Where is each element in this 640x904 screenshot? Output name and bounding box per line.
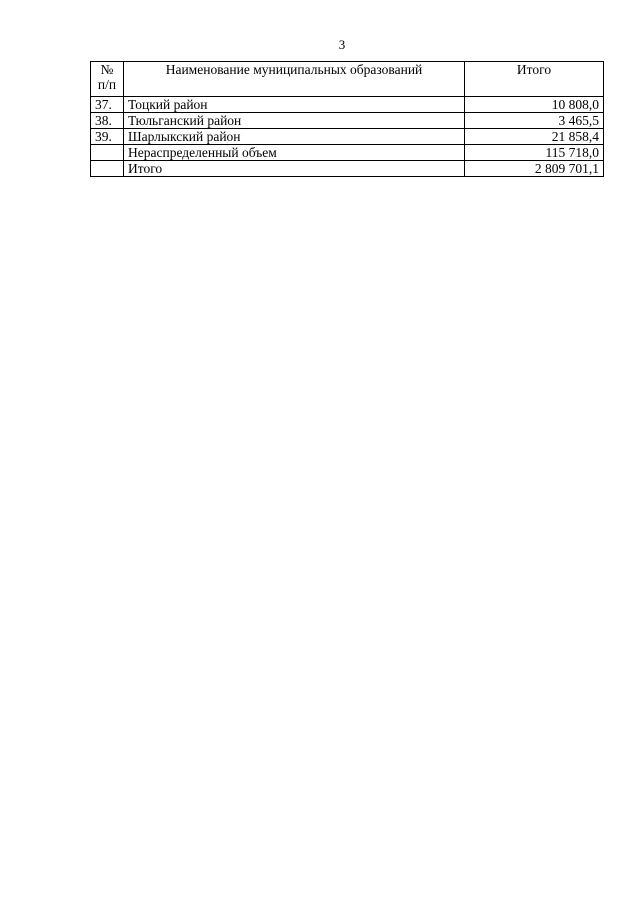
row-number — [91, 145, 124, 161]
row-number: 37. — [91, 97, 124, 113]
header-municipality-name: Наименование муниципальных образований — [124, 62, 465, 97]
row-total: 10 808,0 — [465, 97, 604, 113]
row-number: 39. — [91, 129, 124, 145]
table-row — [91, 113, 604, 129]
unallocated-row — [91, 145, 604, 161]
grand-total-row — [91, 161, 604, 177]
table-row — [91, 129, 604, 145]
grand-total-value: 2 809 701,1 — [465, 161, 604, 177]
header-number-abbrev: п/п — [97, 77, 117, 92]
grand-total-label: Итого — [124, 161, 465, 177]
row-municipality: Тоцкий район — [124, 97, 465, 113]
row-municipality: Шарлыкский район — [124, 129, 465, 145]
row-number: 38. — [91, 113, 124, 129]
row-total: 3 465,5 — [465, 113, 604, 129]
table-row — [91, 97, 604, 113]
row-unallocated-total: 115 718,0 — [465, 145, 604, 161]
row-total: 21 858,4 — [465, 129, 604, 145]
allocation-table — [90, 61, 604, 177]
header-number — [91, 62, 124, 97]
page-number: 3 — [338, 37, 346, 52]
row-municipality: Тюльганский район — [124, 113, 465, 129]
header-total: Итого — [465, 62, 604, 97]
row-unallocated-label: Нераспределенный объем — [124, 145, 465, 161]
table-header-row — [91, 62, 604, 97]
row-number — [91, 161, 124, 177]
header-number-symbol: № — [100, 62, 114, 77]
